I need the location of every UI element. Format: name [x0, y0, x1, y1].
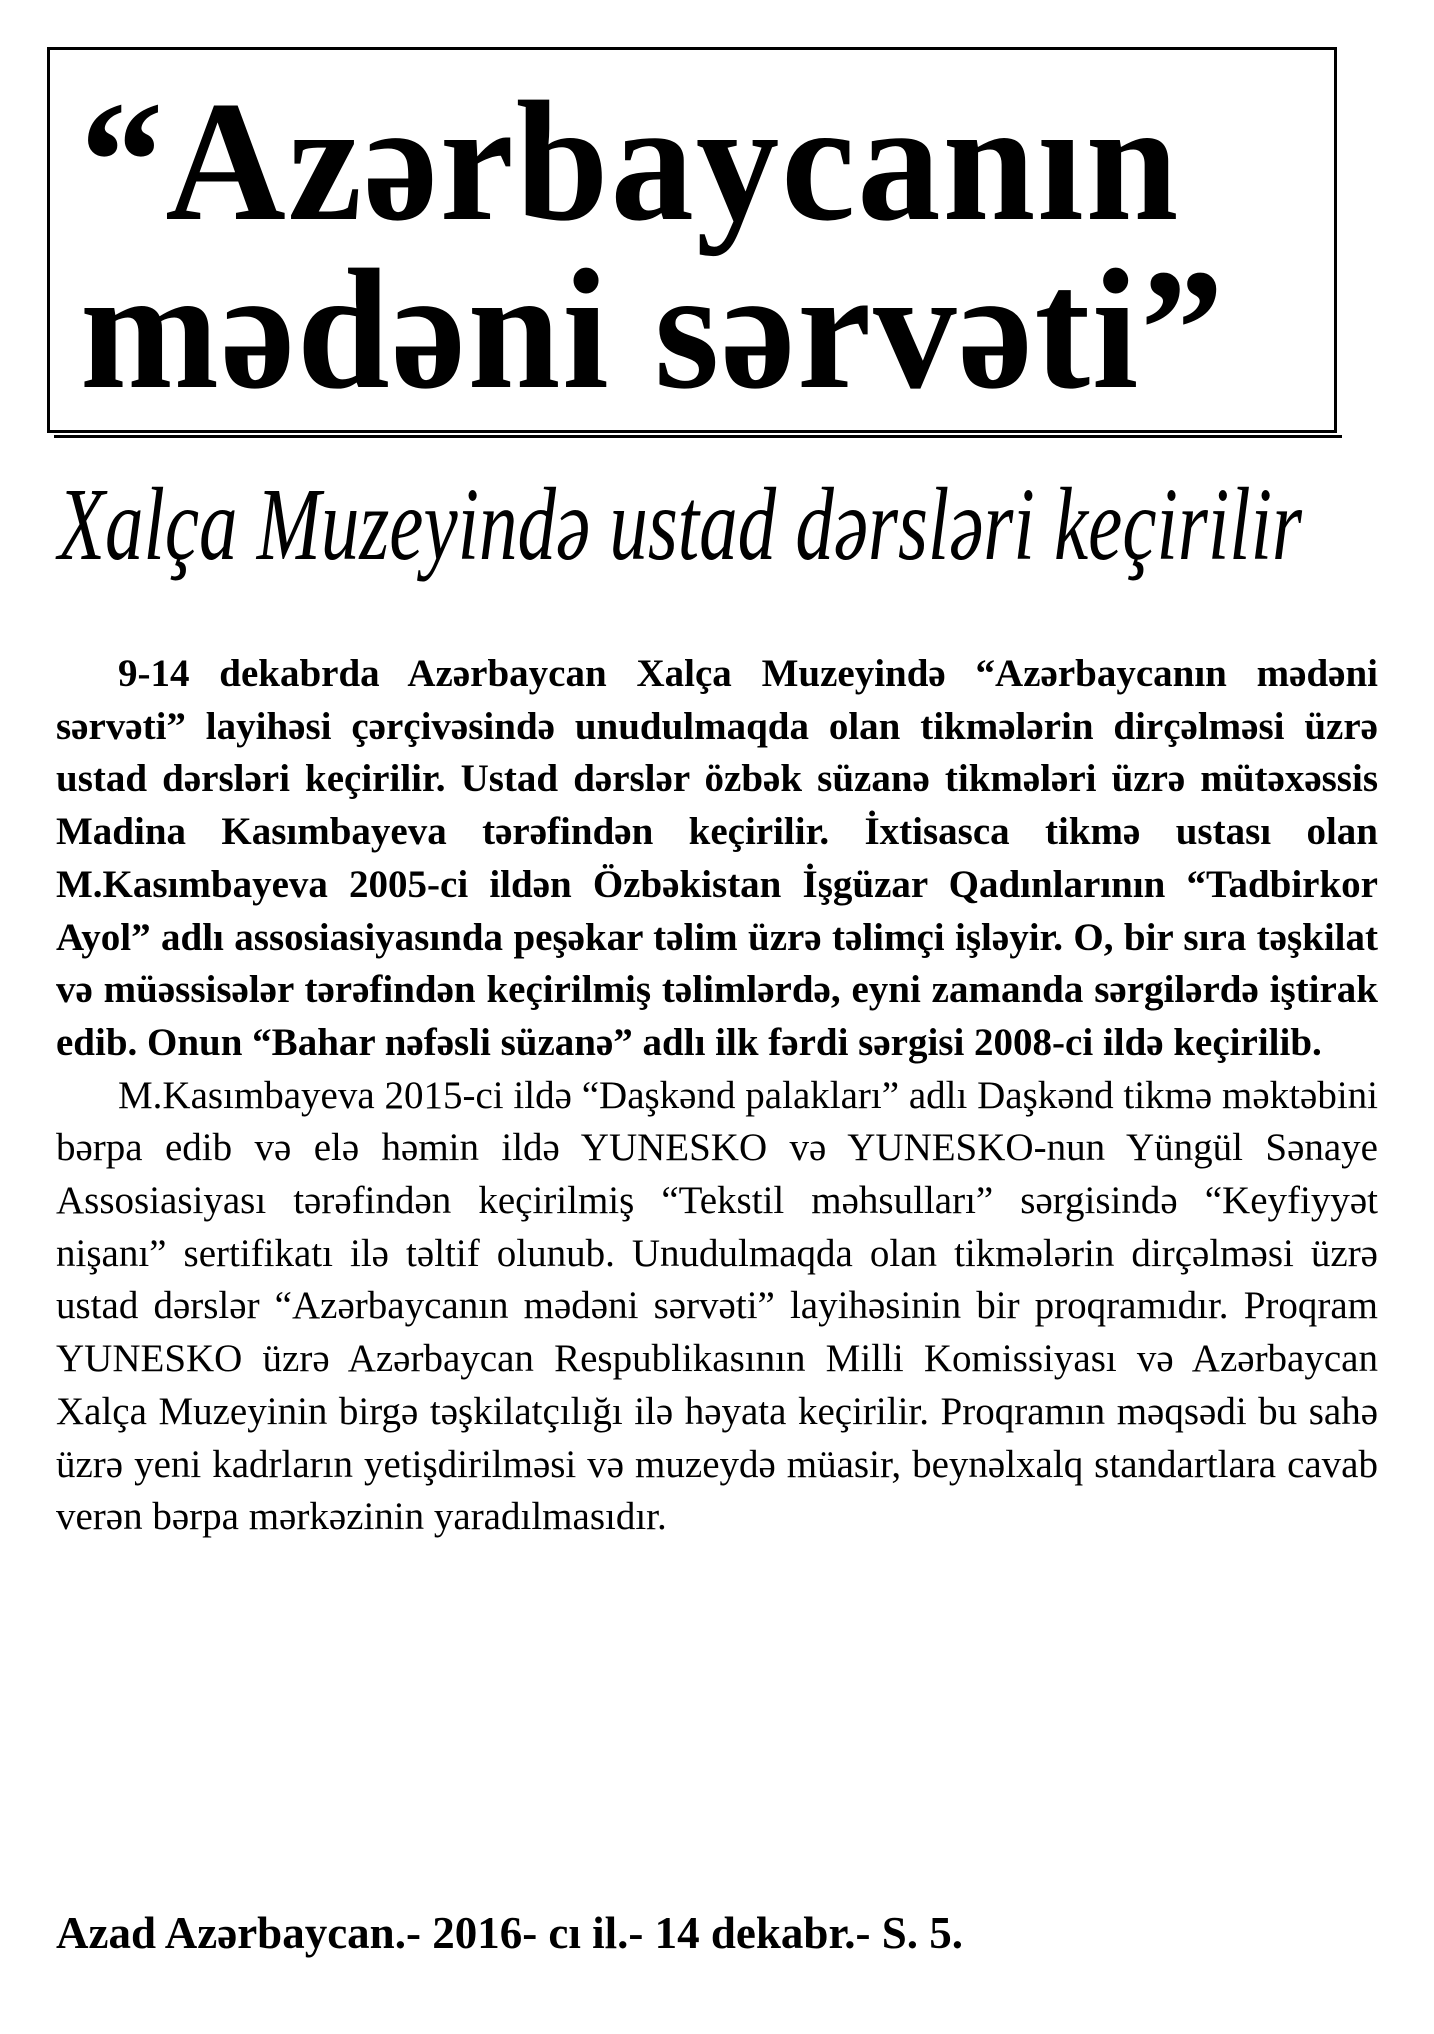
headline [80, 67, 1283, 425]
headline-frame [47, 47, 1337, 433]
paragraph-2: M.Kasımbayeva 2015-ci ildə “Daşkənd palakları” adlı Daşkənd tikmə məktəbini bərpa edib və elə həmin ildə YUNESKO və YUNESKO-nun Yüngül Sənaye Assosiasiyası tərəfindən keçirilmiş “Tekstil məhsulları” sərgisində “Keyfiyyət nişanı” sertifikatı ilə təltif olunub. Unudulmaqda olan tikmələrin dirçəlməsi üzrə ustad dərslər “Azərbaycanın mədəni sərvəti” layihəsinin bir proqramıdır. Proqram YUNESKO üzrə Azərbaycan Respublikasının Milli Komissiyası və Azərbaycan Xalça Muzeyinin birgə təşkilatçılığı ilə həyata keçirilir. Proqramın məqsədi bu sahə üzrə yeni kadrların yetişdirilməsi və muzeydə müasir, beynəlxalq standartlara cavab verən bərpa mərkəzinin yaradılmasıdır. [56, 1073, 1378, 1539]
article-body [56, 648, 1378, 1544]
headline-line-2: mədəni sərvəti” [80, 235, 1226, 425]
subtitle: Xalça Muzeyində ustad dərsləri keçirilir [58, 467, 1302, 582]
headline-line-1: “Azərbaycanın [80, 67, 1181, 257]
paragraph-1: 9-14 dekabrda Azərbaycan Xalça Muzeyində “Azərbaycanın mədəni sərvəti” layihəsi çərçivəsində unudulmaqda olan tikmələrin dirçəlməsi üzrə ustad dərsləri keçirilir. Ustad dərslər özbək süzanə tikmələri üzrə mütəxəssis Madina Kasımbayeva tərəfindən keçirilir. İxtisasca tikmə ustası olan M.Kasımbayeva 2005-ci ildən Özbəkistan İşgüzar Qadınlarının “Tadbirkor Ayol” adlı assosiasiyasında peşəkar təlim üzrə təlimçi işləyir. O, bir sıra təşkilat və müəssisələr tərəfindən keçirilmiş təlimlərdə, eyni zamanda sərgilərdə iştirak edib. Onun “Bahar nəfəsli süzanə” adlı ilk fərdi sərgisi 2008-ci ildə keçirilib. [56, 652, 1378, 1064]
source-citation: Azad Azərbaycan.- 2016- cı il.- 14 dekabr.- S. 5. [56, 1908, 964, 1958]
